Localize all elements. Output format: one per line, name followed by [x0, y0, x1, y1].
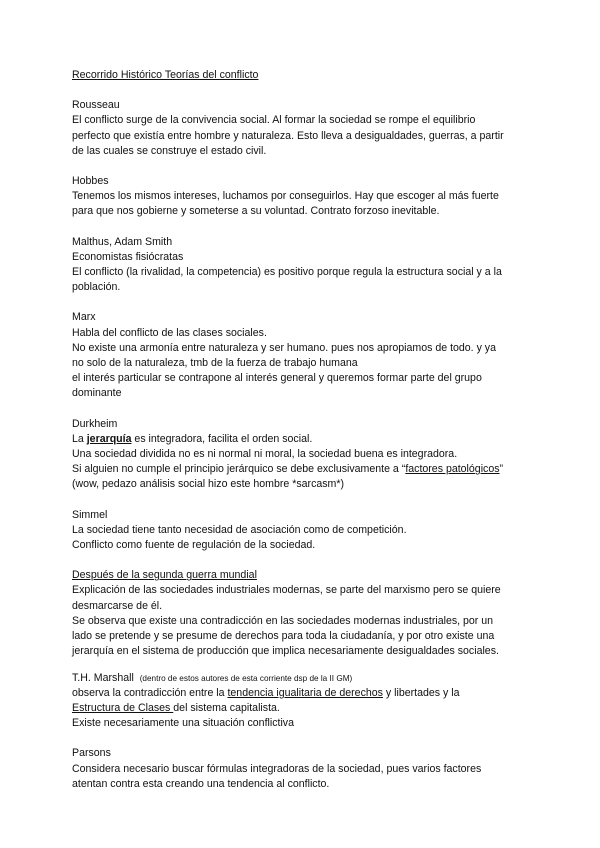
paragraph-line: No existe una armonía entre naturaleza y ser humano. pues nos apropiamos de todo. y ya: [72, 341, 496, 354]
paragraph-line: el interés particular se contrapone al interés general y queremos formar parte del grupo: [72, 372, 482, 385]
paragraph-line: Se observa que existe una contradicción en las sociedades modernas industriales, por un: [72, 614, 494, 627]
paragraph-line: (wow, pedazo análisis social hizo este hombre *sarcasm*): [72, 478, 345, 491]
section-heading: Parsons: [72, 747, 111, 760]
paragraph-line: no solo de la naturaleza, tmb de la fuerza de trabajo humana: [72, 357, 358, 370]
section-marshall: [72, 671, 542, 732]
paragraph-line: Habla del conflicto de las clases sociales.: [72, 326, 267, 339]
document-page: [72, 68, 542, 807]
paragraph-line: de las cuales se construye el estado civil.: [72, 144, 267, 157]
section-heading: Rousseau: [72, 99, 120, 112]
section-heading: Hobbes: [72, 175, 109, 188]
paragraph-line: Tenemos los mismos intereses, luchamos por conseguirlos. Hay que escoger al más fuerte: [72, 190, 499, 203]
paragraph-line: dominante: [72, 387, 122, 400]
paragraph-line: jerarquía en el sistema de producción que implica necesariamente desigualdades sociales.: [72, 645, 499, 658]
text-run: del sistema capitalista.: [173, 701, 280, 714]
text-run: observa la contradicción entre la: [72, 686, 228, 699]
section-subheading: Economistas fisiócratas: [72, 250, 184, 263]
paragraph-line: lado se pretende y se presume de derechos para toda la ciudadanía, y por otro existe una: [72, 630, 495, 643]
paragraph-line: población.: [72, 281, 121, 294]
section-heading: Después de la segunda guerra mundial: [72, 569, 257, 582]
emphasized-term: jerarquía: [86, 432, 132, 445]
section-malthus: [72, 235, 542, 296]
paragraph-line: El conflicto surge de la convivencia social. Al formar la sociedad se rompe el equilibrio: [72, 114, 476, 127]
underlined-term: tendencia igualitaria de derechos: [227, 686, 383, 699]
underlined-term: factores patológicos: [405, 463, 500, 476]
section-heading: Durkheim: [72, 417, 118, 430]
section-heading: Marx: [72, 311, 96, 324]
paragraph-line: [72, 701, 542, 716]
paragraph-line: Existe necesariamente una situación conflictiva: [72, 717, 294, 730]
text-run: La: [72, 432, 87, 445]
paragraph-line: Una sociedad dividida no es ni normal ni moral, la sociedad buena es integradora.: [72, 448, 458, 461]
section-heading: T.H. Marshall: [72, 671, 134, 684]
text-run: ”: [499, 463, 504, 476]
text-run: Si alguien no cumple el principio jerárquico se debe exclusivamente a “: [72, 463, 406, 476]
text-run: es integradora, facilita el orden social.: [131, 432, 313, 445]
paragraph-line: La sociedad tiene tanto necesidad de asociación como de competición.: [72, 523, 407, 536]
section-heading: Simmel: [72, 508, 108, 521]
paragraph-line: El conflicto (la rivalidad, la competencia) es positivo porque regula la estructura social y a la: [72, 266, 502, 279]
section-durkheim: [72, 417, 542, 493]
section-rousseau: [72, 98, 542, 159]
paragraph-line: desmarcarse de él.: [72, 599, 163, 612]
section-heading: Malthus, Adam Smith: [72, 235, 173, 248]
document-title: Recorrido Histórico Teorías del conflicto: [72, 69, 259, 81]
paragraph-line: [72, 432, 542, 447]
section-hobbes: [72, 174, 542, 220]
section-heading-line: [72, 671, 542, 686]
section-postwar: [72, 568, 542, 659]
paragraph-line: Considera necesario buscar fórmulas integradoras de la sociedad, pues varios factores: [72, 762, 482, 775]
paragraph-line: Conflicto como fuente de regulación de la sociedad.: [72, 539, 316, 552]
heading-note: (dentro de estos autores de esta corriente dsp de la II GM): [139, 673, 353, 683]
section-marx: [72, 310, 542, 401]
section-parsons: [72, 746, 542, 792]
paragraph-line: [72, 462, 542, 477]
section-simmel: [72, 508, 542, 554]
text-run: y libertades y la: [382, 686, 460, 699]
underlined-term: Estructura de Clases: [72, 701, 174, 714]
paragraph-line: atentan contra esta creando una tendencia al conflicto.: [72, 777, 330, 790]
paragraph-line: Explicación de las sociedades industriales modernas, se parte del marxismo pero se quiere: [72, 584, 501, 597]
paragraph-line: perfecto que existía entre hombre y naturaleza. Esto lleva a desigualdades, guerras, a partir: [72, 129, 504, 142]
paragraph-line: para que nos gobierne y someterse a su voluntad. Contrato forzoso inevitable.: [72, 205, 440, 218]
paragraph-line: [72, 686, 542, 701]
